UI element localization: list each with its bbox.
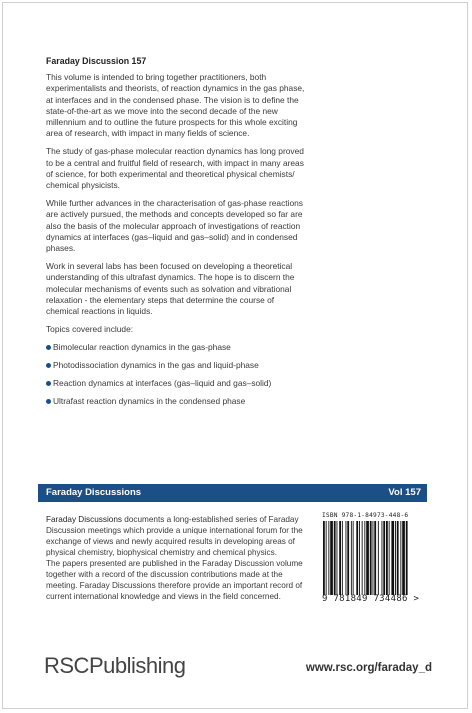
paragraph: Work in several labs has been focused on developing a theoretical understanding of this ultrafast dynamics. The hope is to discern the molecular mechanisms of events such as solvation and vibrational relaxation - the elementary steps that determine the course of chemical reactions in liquids. [46,261,295,317]
bullet-icon [46,345,51,350]
volume-number: Vol 157 [388,487,421,498]
website-url[interactable]: www.rsc.org/faraday_d [305,662,432,674]
barcode [322,521,432,595]
barcode-digits: 9 781849 734486 > [322,594,420,604]
paragraph: The study of gas-phase molecular reaction dynamics has long proved to be a central and fruitful field of research, with impact in many areas of science, for both experimental and theoretical physical chemists/ chemical physicists. [46,146,304,191]
series-description [46,514,316,602]
bullet-icon [46,363,51,368]
description-paragraph: The papers presented are published in the Faraday Discussion volume together with a record of the discussion contributions made at the meeting. Faraday Discussions therefore provide an important record of current international knowledge and views in the field concerned. [46,559,303,601]
list-item [46,378,308,389]
series-brand: Faraday Discussions [46,515,122,524]
publisher-logo: RSCPublishing [44,653,186,678]
paragraph: This volume is intended to bring together practitioners, both experimentalists and theorists, of reaction dynamics in the gas phase, at interfaces and in the condensed phase. The vision is to define the state-of-the-art as we move into the second decade of the new millennium and to outline the future prospects for this whole exciting area of research, with impact in many fields of science. [46,72,305,139]
list-item [46,360,308,371]
main-text [46,56,308,413]
series-banner [38,484,427,502]
topic-label: Ultrafast reaction dynamics in the condensed phase [53,395,246,406]
topic-label: Photodissociation dynamics in the gas and liquid-phase [53,360,259,371]
list-item [46,396,308,407]
topics-list [46,342,308,406]
bullet-icon [46,381,51,386]
paragraph: While further advances in the characterisation of gas-phase reactions are actively pursued, the methods and concepts developed so far are also the basis of the molecular approach of investigations of reaction dynamics at interfaces (gas–liquid and gas–solid) and in condensed phases. [46,198,303,254]
isbn-label: ISBN 978-1-84973-448-6 [322,512,409,519]
topic-label: Reaction dynamics at interfaces (gas–liquid and gas–solid) [53,377,272,388]
description-text: documents a long-established series of Faraday Discussion meetings which provide a unique international forum for the exchange of views and newly acquired results in developing areas of physical chemistry, biophysical chemistry and chemical physics. [46,515,303,557]
list-item [46,342,308,353]
topic-label: Bimolecular reaction dynamics in the gas-phase [53,342,231,353]
bullet-icon [46,399,51,404]
page-title: Faraday Discussion 157 [46,56,147,66]
description-paragraph [46,514,316,558]
topics-intro: Topics covered include: [46,324,134,335]
series-name: Faraday Discussions [46,487,142,498]
